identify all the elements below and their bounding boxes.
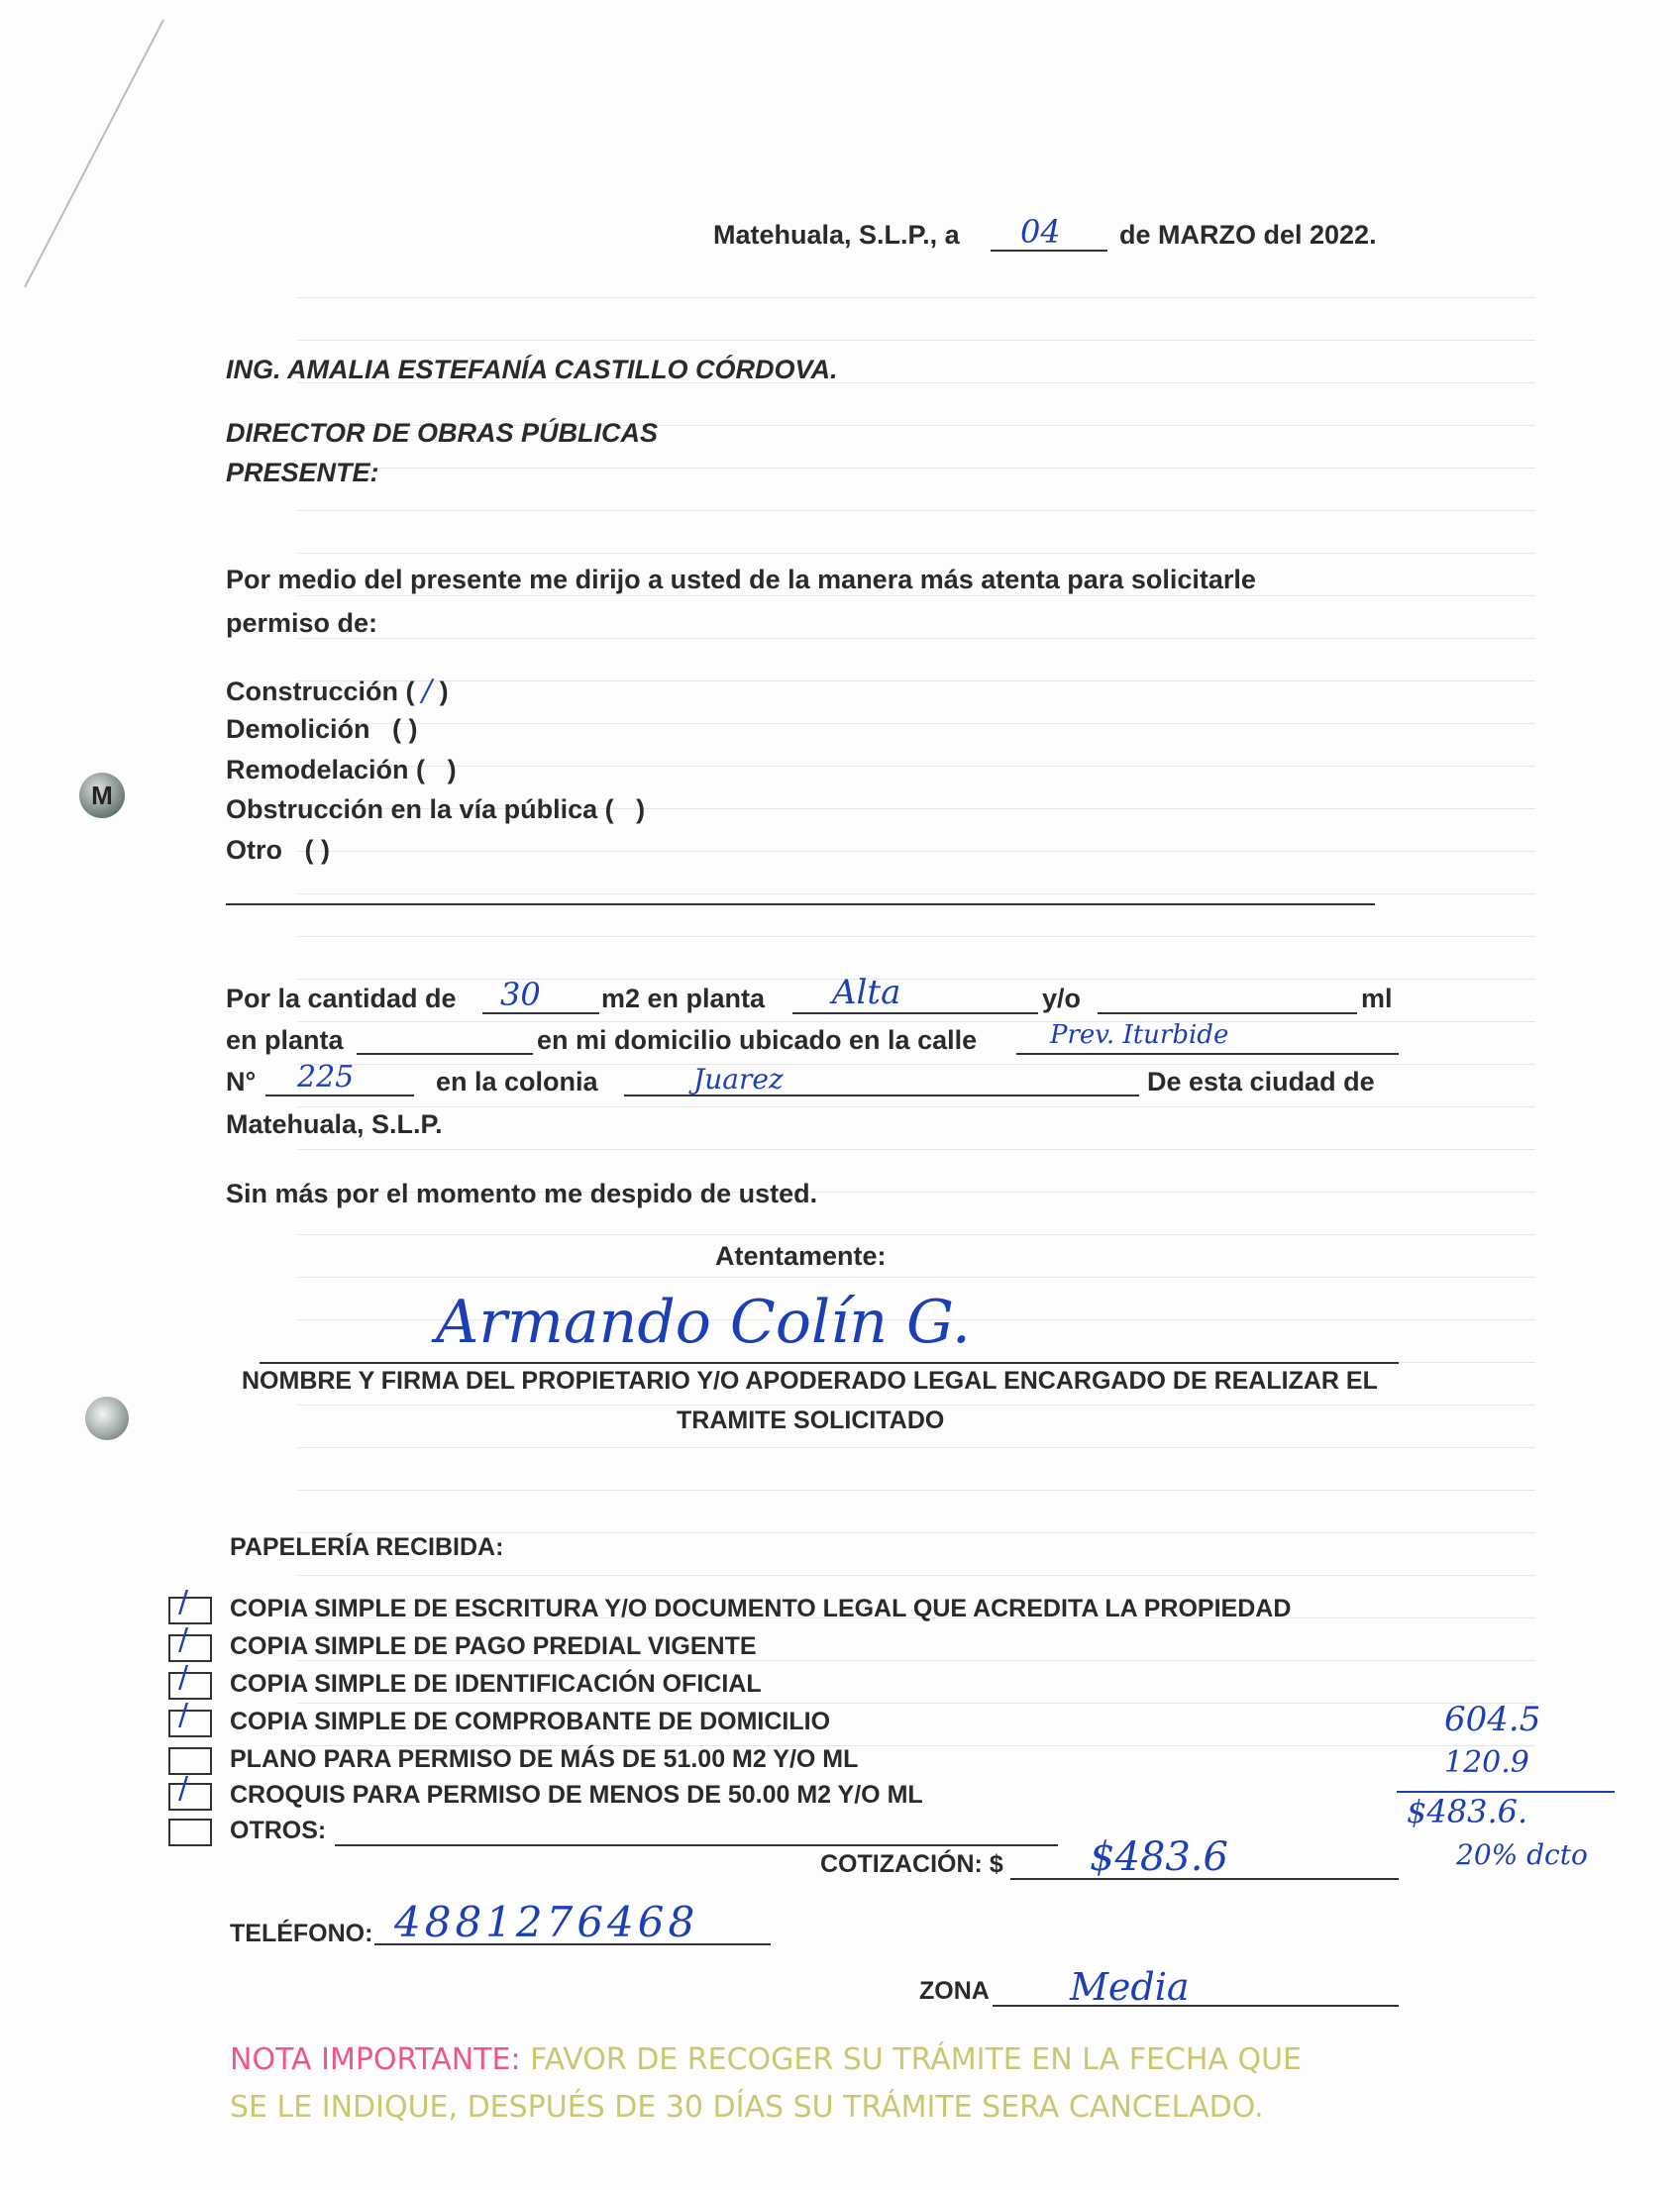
- ciudad-name: Matehuala, S.L.P.: [226, 1109, 443, 1139]
- zona-label: ZONA: [919, 1977, 990, 2005]
- signature-underline: [260, 1362, 1399, 1364]
- date-line: [713, 220, 960, 251]
- date-prefix: Matehuala, S.L.P., a: [713, 220, 960, 250]
- planta-value: Alta: [832, 973, 901, 1012]
- calc-line-4: 20% dcto: [1456, 1838, 1588, 1871]
- addressee-name: ING. AMALIA ESTEFANÍA CASTILLO CÓRDOVA.: [226, 355, 838, 384]
- option-otro[interactable]: Otro ( ): [226, 835, 330, 865]
- check-mark: /: [178, 1771, 189, 1806]
- en-planta-underline: [357, 1053, 533, 1055]
- item-plano: PLANO PARA PERMISO DE MÁS DE 51.00 M2 Y/O ML: [230, 1745, 859, 1773]
- date-suffix: de MARZO del 2022.: [1119, 220, 1377, 250]
- checkbox-plano[interactable]: [168, 1747, 212, 1775]
- numero-label: N°: [226, 1067, 257, 1096]
- item-escritura: COPIA SIMPLE DE ESCRITURA Y/O DOCUMENTO LEGAL QUE ACREDITA LA PROPIEDAD: [230, 1595, 1292, 1622]
- colonia-value: Juarez: [693, 1063, 784, 1095]
- nota-text-1: FAVOR DE RECOGER SU TRÁMITE EN LA FECHA QUE: [530, 2042, 1302, 2077]
- calle-underline: [1016, 1053, 1399, 1055]
- zona-underline: [993, 2005, 1399, 2007]
- ml-label: ml: [1361, 984, 1393, 1013]
- checkbox-domicilio[interactable]: [168, 1710, 212, 1737]
- numero-value: 225: [297, 1060, 355, 1095]
- checkbox-otros[interactable]: [168, 1819, 212, 1846]
- checkbox-croquis[interactable]: [168, 1783, 212, 1811]
- checkbox-identificacion[interactable]: [168, 1672, 212, 1700]
- item-domicilio: COPIA SIMPLE DE COMPROBANTE DE DOMICILIO: [230, 1708, 831, 1735]
- planta-underline: [792, 1012, 1038, 1014]
- item-predial: COPIA SIMPLE DE PAGO PREDIAL VIGENTE: [230, 1632, 757, 1660]
- option-demolicion[interactable]: Demolición ( ): [226, 714, 418, 744]
- nota-line-1: [230, 2042, 1302, 2077]
- cotizacion-value[interactable]: $483.6: [1090, 1834, 1228, 1880]
- calc-line-3: $483.6.: [1407, 1793, 1528, 1830]
- item-croquis: CROQUIS PARA PERMISO DE MENOS DE 50.00 M2 Y/O ML: [230, 1781, 923, 1809]
- signature: Armando Colín G.: [436, 1288, 971, 1357]
- calc-line-1: 604.5: [1444, 1700, 1541, 1739]
- yo-underline: [1098, 1012, 1357, 1014]
- item-identificacion: COPIA SIMPLE DE IDENTIFICACIÓN OFICIAL: [230, 1670, 762, 1698]
- en-planta-label: en planta: [226, 1025, 344, 1055]
- checkbox-predial[interactable]: [168, 1634, 212, 1662]
- check-mark: /: [178, 1660, 189, 1695]
- folded-corner: [0, 0, 198, 297]
- checkbox-escritura[interactable]: [168, 1597, 212, 1624]
- otros-underline: [335, 1844, 1058, 1846]
- domicilio-label: en mi domicilio ubicado en la calle: [537, 1025, 978, 1055]
- papeleria-title: PAPELERÍA RECIBIDA:: [230, 1533, 504, 1561]
- calle-value: Prev. Iturbide: [1050, 1020, 1229, 1050]
- quantity-value: 30: [500, 976, 541, 1013]
- intro-line-1: Por medio del presente me dirijo a usted de la manera más atenta para solicitarle: [226, 565, 1256, 594]
- option-obstruccion[interactable]: Obstrucción en la vía pública ( ): [226, 794, 646, 824]
- logo-stamp: M: [79, 773, 125, 818]
- ciudad-label: De esta ciudad de: [1147, 1067, 1375, 1096]
- quantity-prefix: Por la cantidad de: [226, 984, 457, 1013]
- check-mark: /: [178, 1698, 189, 1732]
- colonia-label: en la colonia: [436, 1067, 598, 1096]
- day-value: 04: [1020, 213, 1061, 251]
- despedida: Sin más por el momento me despido de usted.: [226, 1179, 818, 1208]
- telefono-value[interactable]: 4881276468: [394, 1898, 699, 1946]
- nota-text-2: SE LE INDIQUE, DESPUÉS DE 30 DÍAS SU TRÁMITE SERA CANCELADO.: [230, 2090, 1264, 2125]
- option-remodelacion[interactable]: Remodelación ( ): [226, 755, 457, 784]
- yo-label: y/o: [1042, 984, 1082, 1013]
- zona-value[interactable]: Media: [1070, 1965, 1190, 2009]
- numero-underline: [265, 1095, 414, 1096]
- check-mark: /: [178, 1585, 189, 1619]
- option-construccion-mark: /: [422, 674, 433, 708]
- punch-hole: [85, 1397, 129, 1440]
- otro-underline: [226, 903, 1375, 905]
- nota-label: NOTA IMPORTANTE:: [230, 2042, 521, 2077]
- addressee-title: DIRECTOR DE OBRAS PÚBLICAS: [226, 418, 659, 448]
- intro-line-2: permiso de:: [226, 608, 378, 638]
- option-construccion[interactable]: Construcción ( / ): [226, 674, 449, 708]
- telefono-label: TELÉFONO:: [230, 1920, 373, 1947]
- atentamente: Atentamente:: [715, 1241, 887, 1271]
- firma-label-1: NOMBRE Y FIRMA DEL PROPIETARIO Y/O APODERADO LEGAL ENCARGADO DE REALIZAR EL: [242, 1367, 1378, 1395]
- check-mark: /: [178, 1622, 189, 1657]
- calc-line-2: 120.9: [1444, 1745, 1529, 1780]
- m2-planta-label: m2 en planta: [601, 984, 766, 1013]
- item-otros: OTROS:: [230, 1817, 327, 1844]
- presente-label: PRESENTE:: [226, 458, 379, 487]
- cotizacion-label: COTIZACIÓN: $: [820, 1850, 1003, 1878]
- firma-label-2: TRAMITE SOLICITADO: [677, 1407, 945, 1434]
